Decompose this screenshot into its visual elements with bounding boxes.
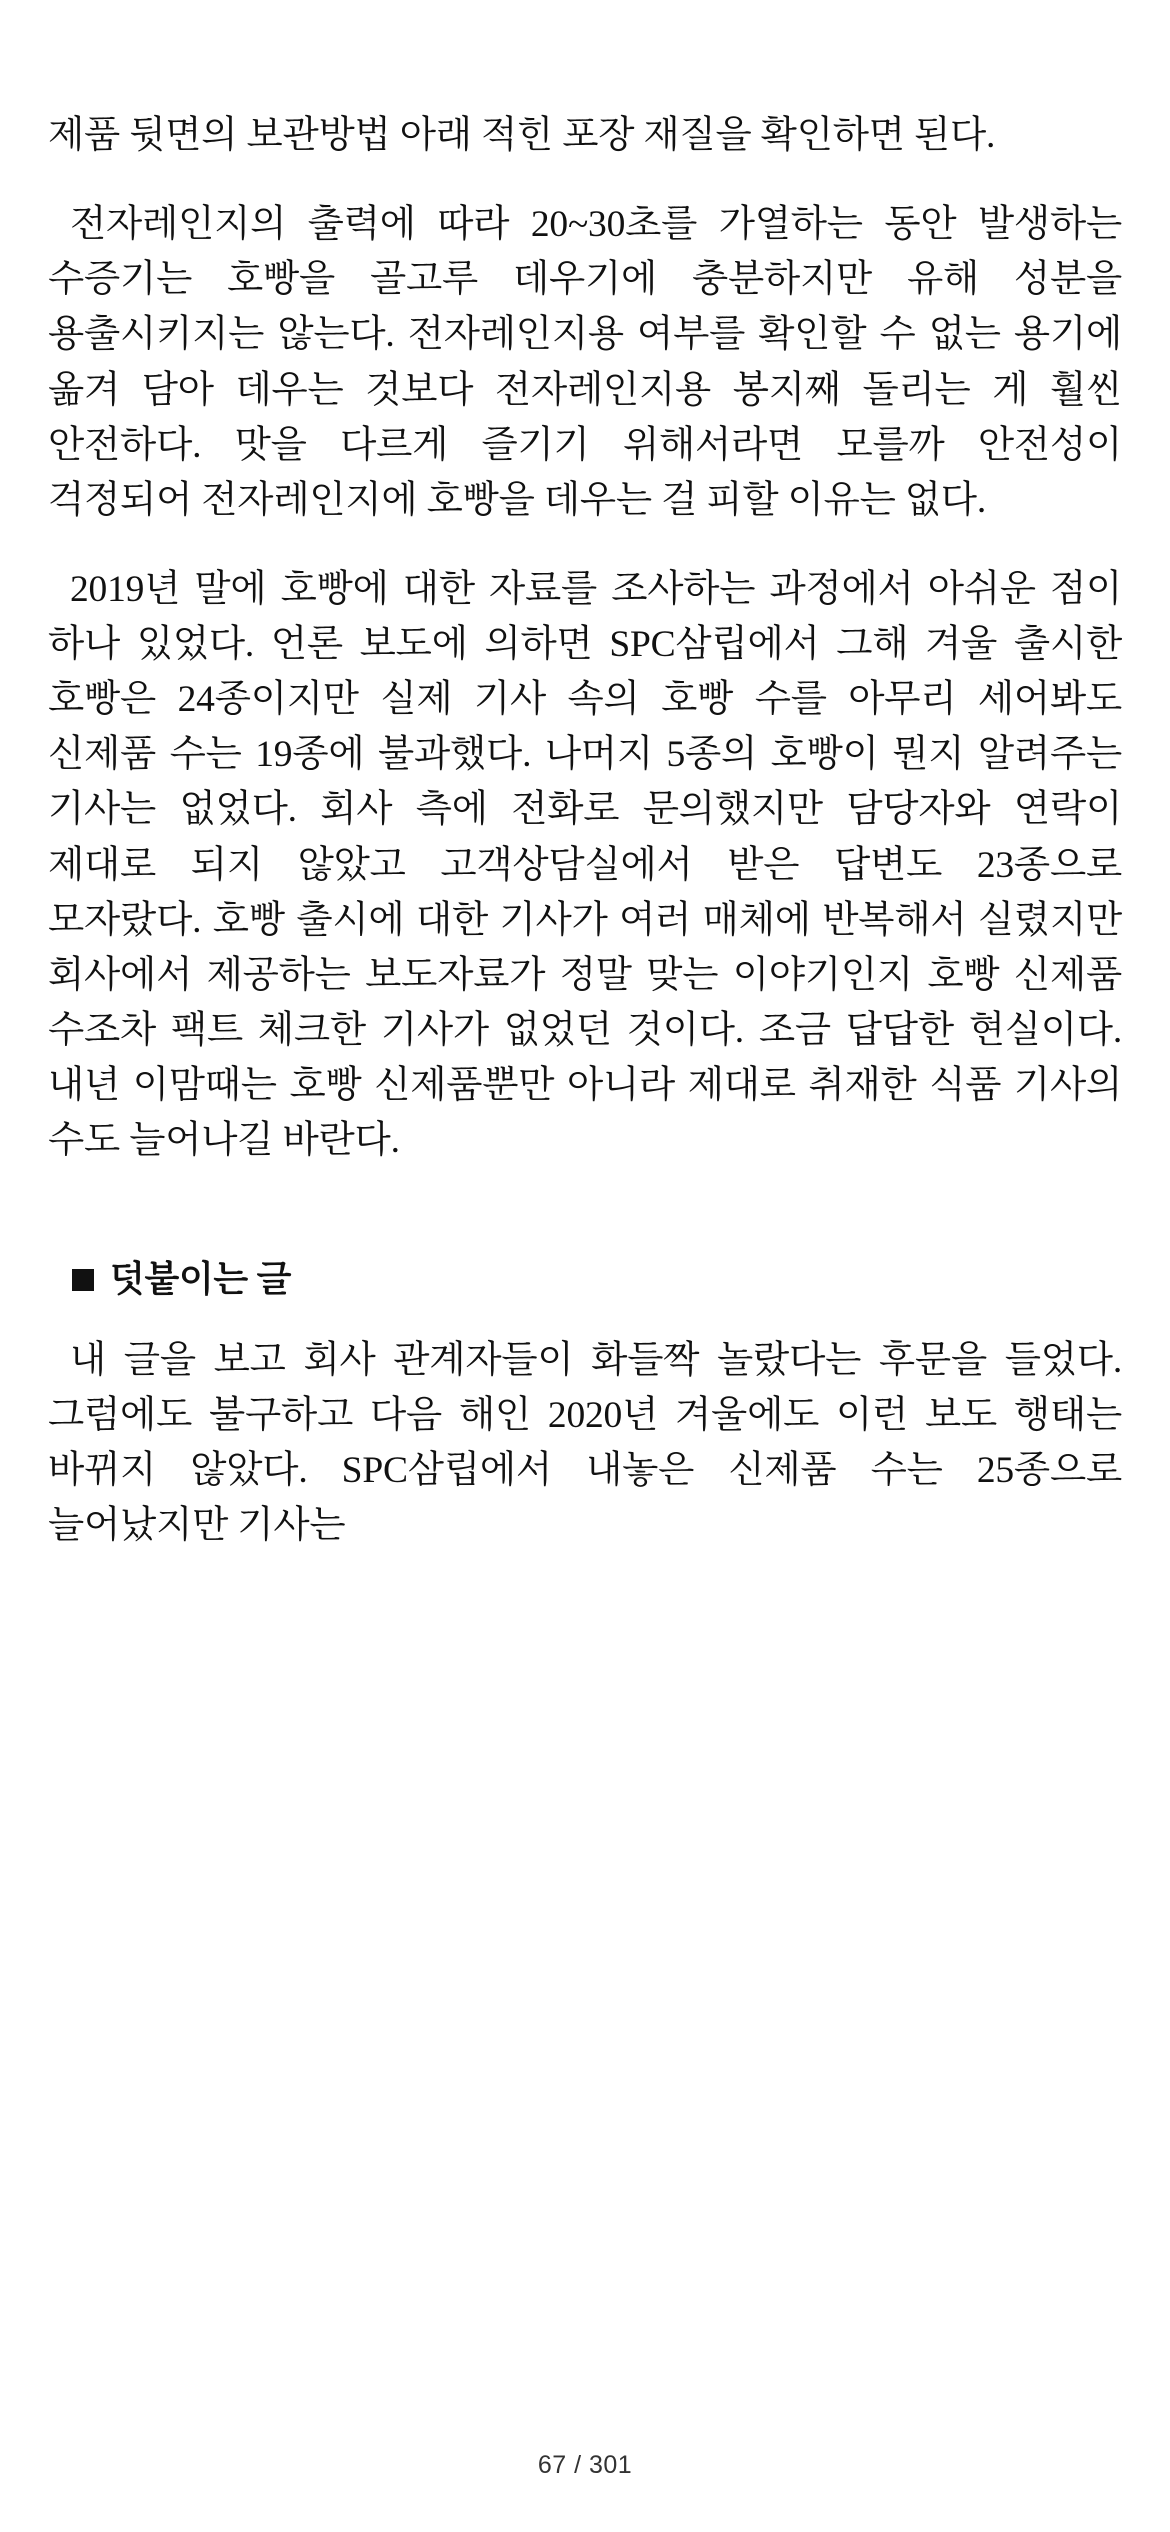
body-paragraph: 내 글을 보고 회사 관계자들이 화들짝 놀랐다는 후문을 들었다. 그럼에도 불구하고 다음 해인 2020년 겨울에도 이런 보도 행태는 바뀌지 않았다. SPC삼립에서 내놓은 신제품 수는 25종으로 늘어났지만 기사는 <box>48 1339 1122 1547</box>
section-spacer <box>48 1202 1122 1254</box>
body-paragraph: 전자레인지의 출력에 따라 20~30초를 가열하는 동안 발생하는 수증기는 호빵을 골고루 데우기에 충분하지만 유해 성분을 용출시키지는 않는다. 전자레인지용 여부를 확인할 수 없는 용기에 옮겨 담아 데우는 것보다 전자레인지용 봉지째 돌리는 게 훨씬 안전하다. 맛을 다르게 즐기기 위해서라면 모를까 안전성이 걱정되어 전자레인지에 호빵을 데우는 걸 피할 이유는 없다. <box>48 204 1122 521</box>
body-paragraph: 2019년 말에 호빵에 대한 자료를 조사하는 과정에서 아쉬운 점이 하나 있었다. 언론 보도에 의하면 SPC삼립에서 그해 겨울 출시한 호빵은 24종이지만 실제 기사 속의 호빵 수를 아무리 세어봐도 신제품 수는 19종에 불과했다. 나머지 5종의 호빵이 뭔지 알려주는 기사는 없었다. 회사 측에 전화로 문의했지만 담당자와 연락이 제대로 되지 않았고 고객상담실에서 받은 답변도 23종으로 모자랐다. 호빵 출시에 대한 기사가 여러 매체에 반복해서 실렸지만 회사에서 제공하는 보도자료가 정말 맞는 이야기인지 호빵 신제품 수조차 팩트 체크한 기사가 없었던 것이다. 조금 답답한 현실이다. 내년 이맘때는 호빵 신제품뿐만 아니라 제대로 취재한 식품 기사의 수도 늘어나길 바란다. <box>48 568 1122 1162</box>
page-number-indicator: 67 / 301 <box>537 2451 633 2479</box>
page-content <box>48 108 1122 1553</box>
square-bullet-icon <box>72 1269 94 1291</box>
section-heading-label: 덧붙이는 글 <box>110 1259 292 1300</box>
body-paragraph: 제품 뒷면의 보관방법 아래 적힌 포장 재질을 확인하면 된다. <box>48 115 996 156</box>
section-heading <box>48 1254 1122 1304</box>
